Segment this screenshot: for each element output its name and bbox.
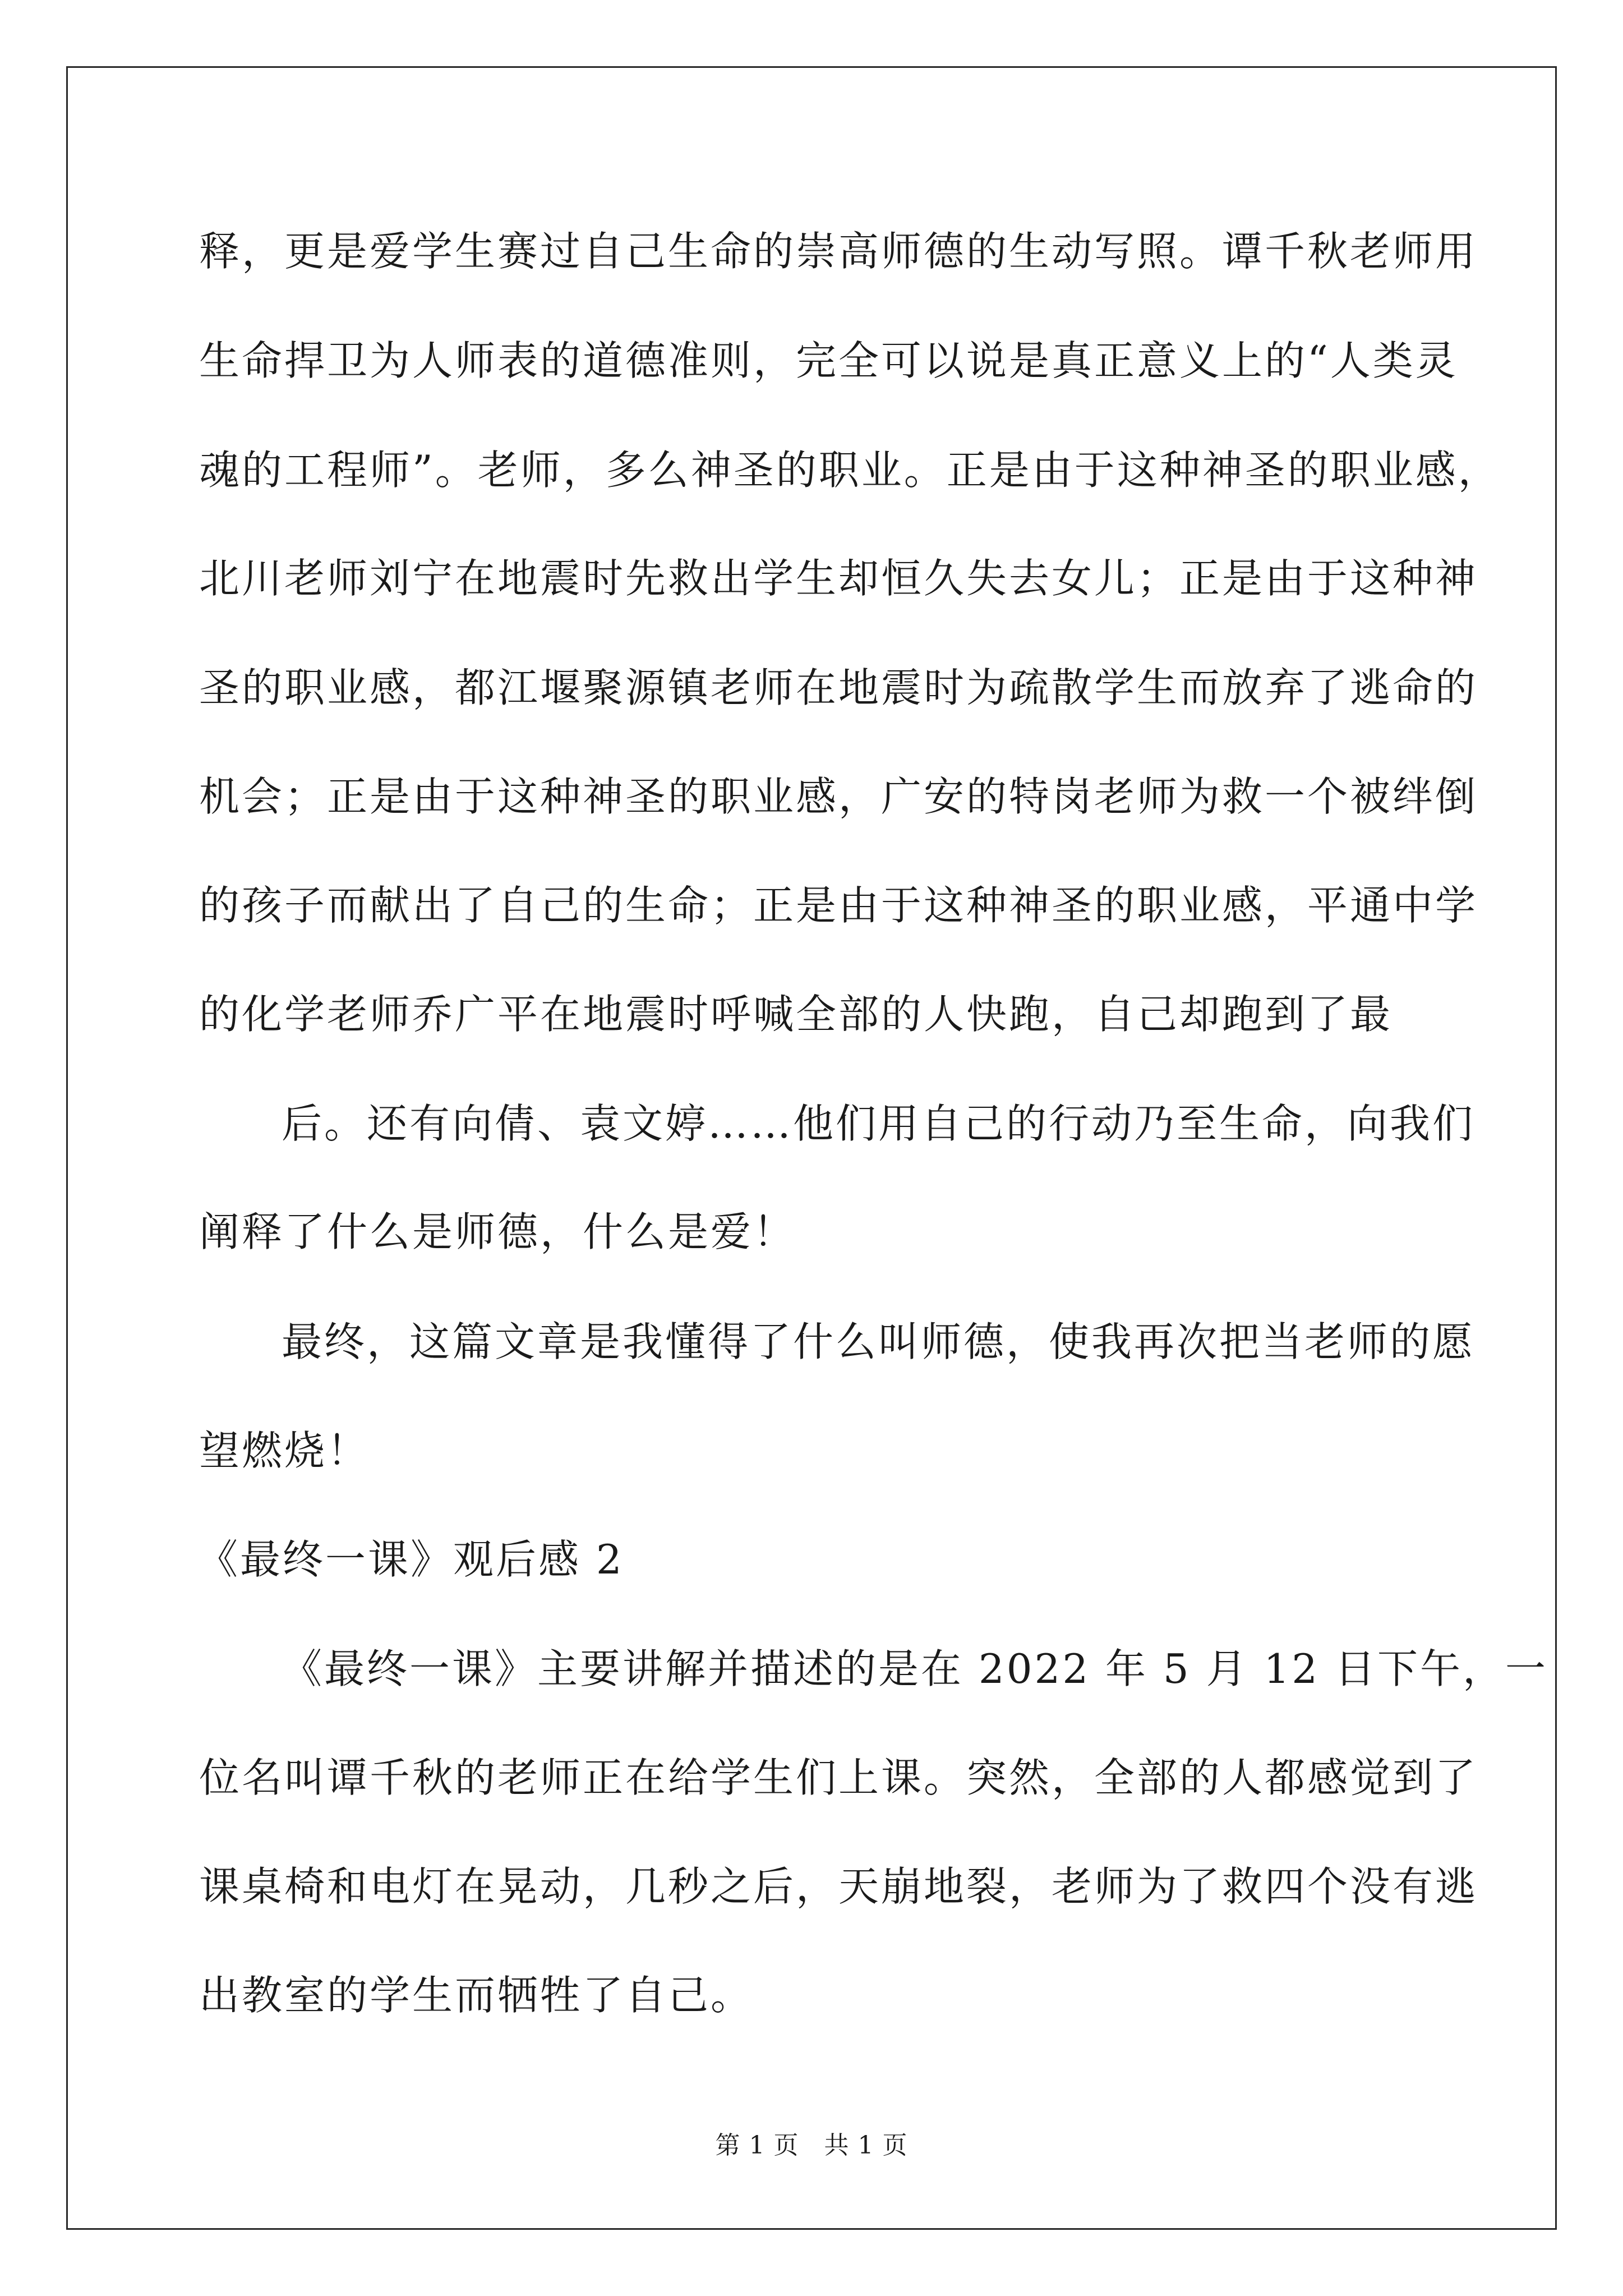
paragraph-line: 望燃烧！	[199, 1427, 370, 1474]
paragraph-line: 出教室的学生而牺牲了自己。	[199, 1972, 754, 2019]
paragraph-line: 圣的职业感，都江堰聚源镇老师在地震时为疏散学生而放弃了逃命的	[199, 664, 1478, 711]
paragraph-line: 魂的工程师”。老师，多么神圣的职业。正是由于这种神圣的职业感，	[199, 447, 1501, 494]
paragraph-line: 机会；正是由于这种神圣的职业感，广安的特岗老师为救一个被绊倒	[199, 773, 1478, 820]
paragraph-line: 《最终一课》主要讲解并描述的是在 2022 年 5 月 12 日下午，一	[282, 1645, 1548, 1692]
paragraph-line: 位名叫谭千秋的老师正在给学生们上课。突然，全部的人都感觉到了	[199, 1754, 1478, 1801]
paragraph-line: 生命捍卫为人师表的道德准则，完全可以说是真正意义上的“人类灵	[199, 337, 1458, 384]
page-number-footer: 第 1 页 共 1 页	[715, 2131, 908, 2160]
paragraph-line: 后。还有向倩、袁文婷……他们用自己的行动乃至生命，向我们	[282, 1100, 1476, 1147]
paragraph-line: 的化学老师乔广平在地震时呼喊全部的人快跑，自己却跑到了最	[199, 991, 1393, 1038]
paragraph-line: 课桌椅和电灯在晃动，几秒之后，天崩地裂，老师为了救四个没有逃	[199, 1863, 1478, 1910]
paragraph-line: 的孩子而献出了自己的生命；正是由于这种神圣的职业感，平通中学	[199, 882, 1478, 929]
paragraph-line: 释，更是爱学生赛过自己生命的崇高师德的生动写照。谭千秋老师用	[199, 228, 1478, 275]
paragraph-line: 阐释了什么是师德，什么是爱！	[199, 1208, 796, 1255]
paragraph-line: 北川老师刘宁在地震时先救出学生却恒久失去女儿；正是由于这种神	[199, 555, 1478, 602]
section-heading: 《最终一课》观后感 2	[197, 1536, 624, 1583]
paragraph-line: 最终，这篇文章是我懂得了什么叫师德，使我再次把当老师的愿	[282, 1318, 1476, 1365]
